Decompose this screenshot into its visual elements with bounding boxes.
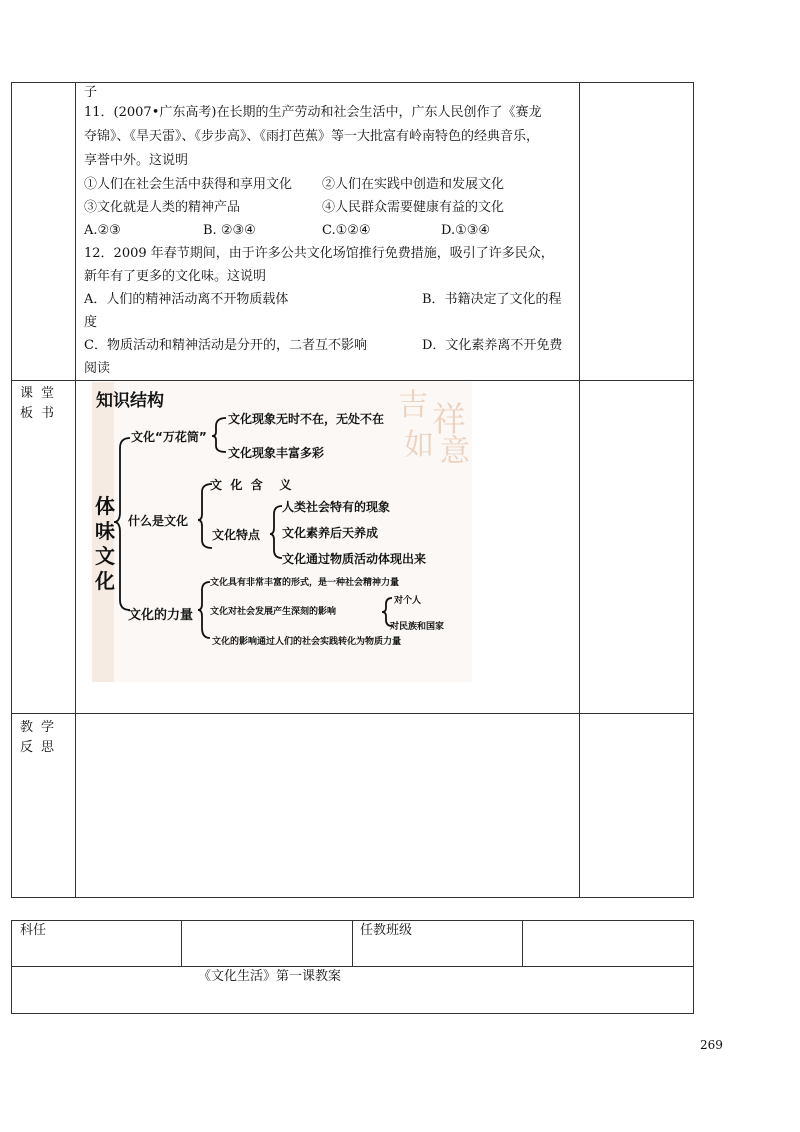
q12-line1: 12．2009 年春节期间，由于许多公共文化场馆推行免费措施，吸引了许多民众，	[84, 246, 554, 261]
branch-3-label: 文化的力量	[128, 608, 194, 623]
lesson-title: 《文化生活》第一课教案	[198, 969, 342, 984]
q12-line2: 新年有了更多的文化味。这说明	[84, 269, 267, 284]
root-char-2: 味	[95, 519, 115, 543]
q11-line1: 11．(2007•广东高考)在长期的生产劳动和社会生活中，广东人民创作了《赛龙	[84, 105, 542, 120]
branch-1-label: 文化“万花筒”	[131, 430, 207, 444]
q11-choice-d: D.①③④	[441, 223, 491, 238]
branch-2-label: 什么是文化	[128, 514, 189, 528]
branch-3-item-c: 文化的影响通过人们的社会实践转化为物质力量	[212, 637, 402, 647]
q11-choice-a: A.②③	[84, 223, 121, 238]
q11-line3: 享誉中外。这说明	[84, 153, 189, 168]
influence-nation: 对民族和国家	[390, 622, 445, 632]
feature-2: 文化素养后天养成	[282, 526, 379, 540]
root-char-3: 文	[95, 544, 115, 568]
q11-line2: 夺锦》、《旱天雷》、《步步高》、《雨打芭蕉》等一大批富有岭南特色的经典音乐，	[84, 129, 540, 144]
influence-individual: 对个人	[394, 596, 422, 606]
feature-1: 人类社会特有的现象	[282, 500, 391, 514]
branch-2-item-a: 文 化 含 义	[210, 478, 292, 492]
q12-option-b-cont: 度	[84, 315, 98, 330]
root-char-1: 体	[95, 494, 115, 518]
diagram-title: 知识结构	[96, 391, 164, 411]
board-label: 课堂板书	[20, 386, 63, 421]
q11-option-1: ①人们在社会生活中获得和享用文化	[84, 177, 293, 192]
q11-option-4: ④人民群众需要健康有益的文化	[322, 200, 505, 215]
q11-choice-c: C.①②④	[322, 223, 371, 238]
carry-over-text: 子	[84, 85, 98, 100]
subject-teacher-label: 科任	[20, 923, 47, 938]
branch-1-item-b: 文化现象丰富多彩	[228, 446, 325, 460]
page-number: 269	[700, 1038, 723, 1052]
branch-2-item-b: 文化特点	[212, 528, 261, 542]
q11-choice-b: B. ②③④	[203, 223, 256, 238]
watermark-char-3: 如	[404, 428, 434, 463]
reflection-label: 教学反思	[20, 720, 63, 755]
watermark-char-1: 吉	[398, 388, 428, 423]
class-label: 任教班级	[360, 923, 413, 938]
branch-1-item-a: 文化现象无时不在，无处不在	[228, 412, 385, 426]
feature-3: 文化通过物质活动体现出来	[282, 552, 427, 566]
q12-option-d-cont: 阅读	[84, 361, 111, 376]
q12-option-c: C．物质活动和精神活动是分开的，二者互不影响	[84, 338, 367, 353]
q11-option-2: ②人们在实践中创造和发展文化	[322, 177, 505, 192]
branch-3-item-a: 文化具有非常丰富的形式，是一种社会精神力量	[210, 578, 400, 588]
watermark-char-2: 祥	[432, 400, 466, 440]
q12-option-d: D．文化素养离不开免费	[422, 338, 563, 353]
watermark-char-4: 意	[440, 434, 470, 469]
q11-option-3: ③文化就是人类的精神产品	[84, 200, 241, 215]
q12-option-b: B．书籍决定了文化的程	[422, 292, 562, 307]
branch-3-item-b: 文化对社会发展产生深刻的影响	[210, 607, 337, 617]
root-char-4: 化	[95, 569, 115, 593]
q12-option-a: A．人们的精神活动离不开物质载体	[84, 292, 289, 307]
